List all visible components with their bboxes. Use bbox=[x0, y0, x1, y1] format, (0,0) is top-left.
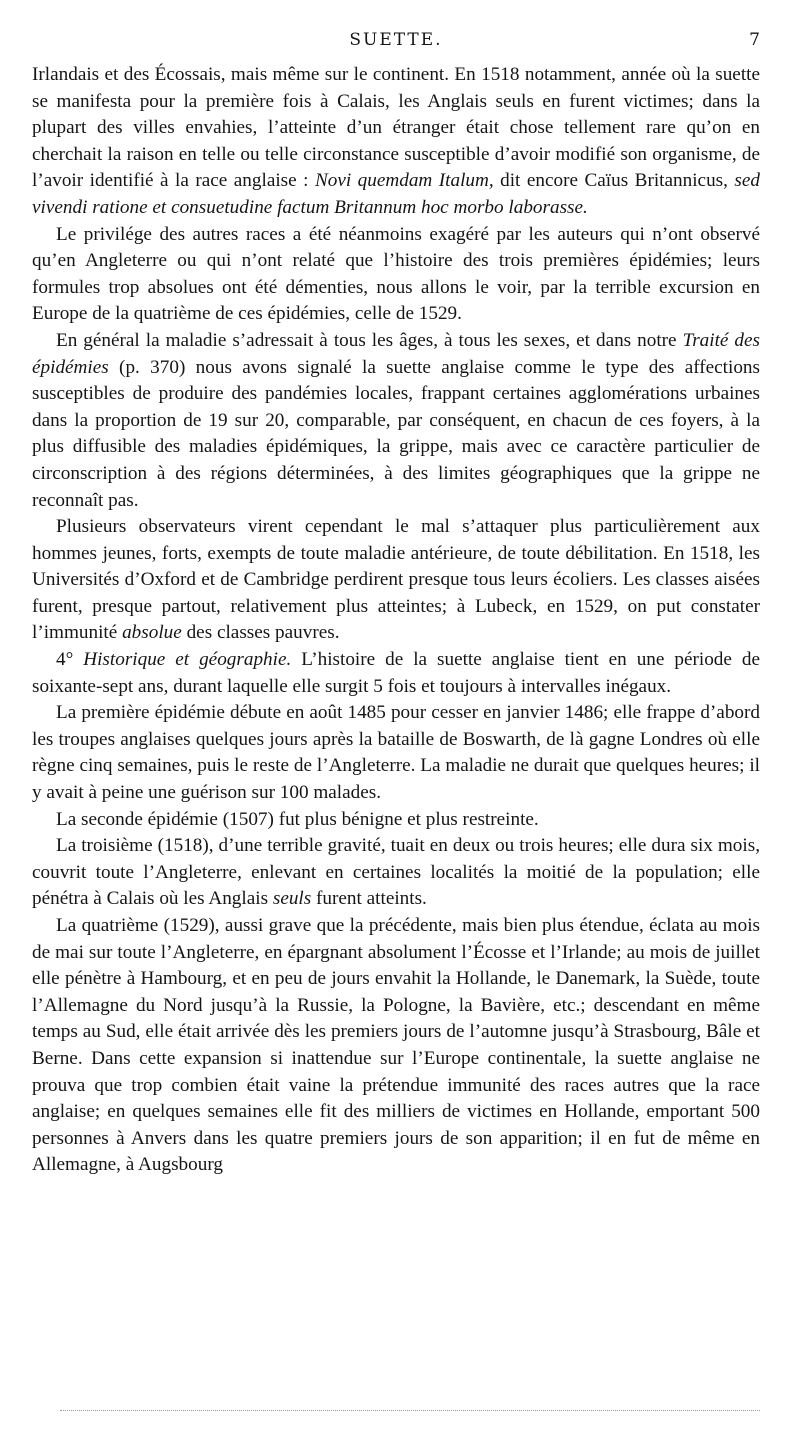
text-segment: En général la maladie s’adressait à tous les âges, à tous les sexes, et dans notre bbox=[56, 329, 683, 351]
italic-text: seuls bbox=[272, 888, 312, 910]
italic-text: Novi quemdam Italum, bbox=[314, 170, 494, 192]
body-text bbox=[32, 62, 760, 1179]
text-segment: La seconde épidémie (1507) fut plus bénigne et plus restreinte. bbox=[56, 808, 539, 830]
paragraph bbox=[32, 807, 760, 834]
text-segment: des classes pauvres. bbox=[181, 622, 340, 644]
page-bottom-rule bbox=[60, 1410, 760, 1417]
italic-text: absolue bbox=[122, 622, 182, 644]
text-segment: (p. 370) nous avons signalé la suette anglaise comme le type des affections susceptibles de produire des pandémies locales, frappant certaines agglomérations urbaines dans la proportion de 19 sur 20, comparable, par conséquent, en chacun de ces foyers, à la plus diffusible des maladies épidémiques, la grippe, mais avec ce caractère particulier de circonscription à des régions déterminées, à des limites géographiques que la grippe ne reconnaît pas. bbox=[32, 356, 760, 511]
text-segment: furent atteints. bbox=[311, 888, 427, 910]
text-segment: 4° bbox=[56, 649, 84, 671]
text-segment: La troisième (1518), d’une terrible gravité, tuait en deux ou trois heures; elle dura six mois, couvrit toute l’Angleterre, enlevant en certaines localités la moitié de la population; elle pénétra à Calais où les Anglais bbox=[32, 835, 760, 910]
text-segment: L’histoire de la suette anglaise tient en une période de soixante-sept ans, durant laquelle elle surgit 5 fois et toujours à intervalles inégaux. bbox=[32, 649, 760, 697]
page-number: 7 bbox=[749, 30, 760, 50]
paragraph bbox=[32, 833, 760, 913]
running-head bbox=[32, 30, 760, 56]
italic-text: sed vivendi ratione et consuetudine factum Britannum hoc morbo laborasse. bbox=[32, 170, 760, 218]
running-title: SUETTE. bbox=[349, 30, 443, 50]
text-segment: Plusieurs observateurs virent cependant le mal s’attaquer plus particulièrement aux hommes jeunes, forts, exempts de toute maladie antérieure, de toute débilitation. En 1518, les Universités d’Oxford et de Cambridge perdirent presque tous leurs écoliers. Les classes aisées furent, presque partout, relativement plus atteintes; à Lubeck, en 1529, on put constater l’immunité bbox=[32, 516, 760, 644]
paragraph bbox=[32, 913, 760, 1179]
text-segment: dit encore Caïus Britannicus, bbox=[493, 170, 735, 192]
text-segment: La première épidémie débute en août 1485 pour cesser en janvier 1486; elle frappe d’abord les troupes anglaises quelques jours après la bataille de Boswarth, de là gagne Londres où elle règne cinq semaines, puis le reste de l’Angleterre. La maladie ne durait que quelques heures; il y avait à peine une guérison sur 100 malades. bbox=[32, 702, 760, 804]
paragraph bbox=[32, 62, 760, 222]
text-segment: Le privilége des autres races a été néanmoins exagéré par les auteurs qui n’ont observé qu’en Angleterre ou qui n’ont relaté que l’histoire des trois premières épidémies; leurs formules trop absolues ont été démenties, nous allons le voir, par la terrible excursion en Europe de la quatrième de ces épidémies, celle de 1529. bbox=[32, 223, 760, 325]
paragraph bbox=[32, 647, 760, 700]
paragraph bbox=[32, 328, 760, 514]
text-segment: Irlandais et des Écossais, mais même sur le continent. En 1518 notamment, année où la suette se manifesta pour la première fois à Calais, les Anglais seuls en furent victimes; dans la plupart des villes envahies, l’atteinte d’un étranger était chose tellement rare qu’on en cherchait la raison en telle ou telle circonstance susceptible d’avoir modifié son organisme, de l’avoir identifié à la race anglaise : bbox=[32, 64, 760, 192]
paragraph bbox=[32, 514, 760, 647]
paragraph bbox=[32, 222, 760, 328]
text-segment: La quatrième (1529), aussi grave que la précédente, mais bien plus étendue, éclata au mois de mai sur toute l’Angleterre, en épargnant absolument l’Écosse et l’Irlande; au mois de juillet elle pénètre à Hambourg, et en peu de jours envahit la Hollande, le Danemark, la Suède, toute l’Allemagne du Nord jusqu’à la Russie, la Pologne, la Bavière, etc.; descendant en même temps au Sud, elle était arrivée dès les premiers jours de l’automne jusqu’à Strasbourg, Bâle et Berne. Dans cette expansion si inattendue sur l’Europe continentale, la suette anglaise ne prouva que trop combien était vaine la prétendue immunité des races autres que la race anglaise; en quelques semaines elle fit des milliers de victimes en Hollande, emportant 500 personnes à Anvers dans les quatre premiers jours de son apparition; il en fut de même en Allemagne, à Augsbourg bbox=[32, 915, 760, 1176]
paragraph bbox=[32, 700, 760, 806]
italic-text: Traité des épidémies bbox=[32, 329, 761, 378]
italic-text: Historique et géographie. bbox=[83, 649, 292, 671]
